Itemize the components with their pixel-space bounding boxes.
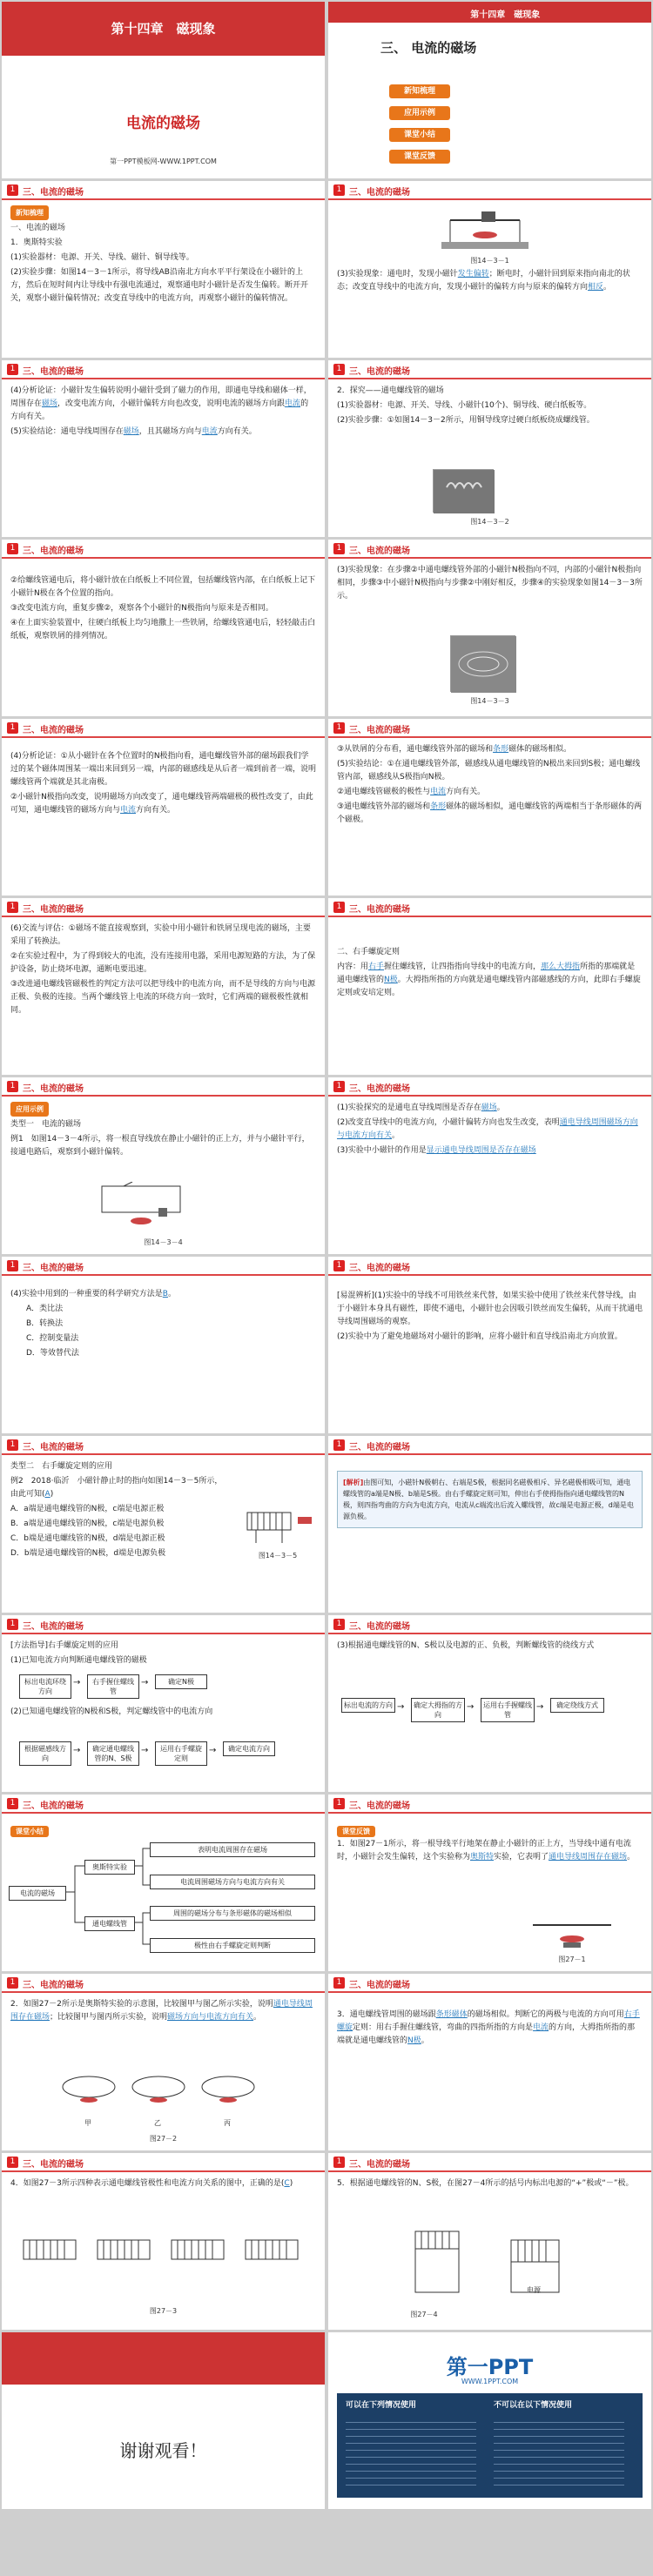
slide-7 [2, 540, 325, 716]
text: (5)实验结论：①在通电螺线管外部，磁感线从通电螺线管的N极出来回到S极；通电螺线管内部，磁感线从S极指向N极。 [337, 760, 641, 782]
text: ④在上面实验装置中，往硬白纸板上均匀地撒上一些铁屑，给螺线管通电后，轻轻敲击白纸板，观察铁屑的排列情况。 [10, 619, 316, 641]
answer: 右手 [368, 963, 385, 971]
arrow-icon: → [397, 1702, 405, 1712]
slide-22 [328, 1794, 651, 1971]
text: 的方向有关。 [10, 399, 309, 421]
option: A．类比法 [26, 1305, 64, 1313]
option: D．等效替代法 [26, 1349, 79, 1358]
text: 。 [421, 2036, 429, 2045]
wire-compass-icon [528, 1916, 616, 1951]
slide-16 [328, 1257, 651, 1433]
text: [方法指导]右手螺旋定则的应用 [10, 1641, 119, 1650]
chapter-tab [328, 2, 651, 23]
text: (6)交流与评估：①磁场不能直接观察到，实验中用小磁针和铁屑呈现电流的磁场，主要采用了转换法。 [10, 924, 311, 946]
mindmap-leaf: 表明电流周围存在磁场 [150, 1842, 315, 1857]
text: 。 [167, 1290, 176, 1298]
slide-4 [328, 181, 651, 358]
text: 。 [496, 1104, 505, 1112]
slide-11 [2, 898, 325, 1075]
cover-title: 电流的磁场 [126, 115, 200, 132]
slide-header: 1 三、电流的磁场 [328, 898, 651, 917]
section-badge: 新知梳理 [10, 205, 49, 220]
text: (3)根据通电螺线管的N、S极以及电源的正、负极，判断螺线管的绕线方式 [337, 1641, 595, 1650]
text: (4)分析论证：小磁针发生偏转说明小磁针受到了磁力的作用，即通电导线和磁体一样，周围存在 [10, 386, 312, 408]
text: 磁体的磁场相似，通电螺线管的两端相当于条形磁体的两个磁极。 [337, 802, 643, 824]
slide-19 [2, 1615, 325, 1792]
header-title: 三、电流的磁场 [349, 1981, 410, 1990]
figure-label: 乙 [154, 2119, 161, 2127]
slide-25 [2, 2153, 325, 2330]
flow-box: 运用右手握螺线管 [481, 1698, 535, 1722]
text: (2)改变直导线中的电流方向，小磁针偏转方向也发生改变，表明 [337, 1118, 560, 1127]
text: (1)实验器材：电源、开关、导线、小磁针(10个)、铜导线、硬白纸板等。 [337, 401, 592, 410]
solenoid-option-a-icon [24, 2240, 76, 2259]
header-title: 三、电流的磁场 [349, 2160, 410, 2170]
header-title: 三、电流的磁场 [349, 1801, 410, 1811]
text: (5)实验结论：通电导线周围存在 [10, 427, 124, 436]
slide-12 [328, 898, 651, 1075]
slide-26 [328, 2153, 651, 2330]
answer: 电流 [120, 806, 137, 815]
text: ) [50, 1490, 54, 1499]
figure-caption: 图14－3－5 [258, 1552, 298, 1560]
text: 定则：用右手握住螺线管，弯曲的四指所指的方向是 [353, 2023, 534, 2032]
answer: 磁场方向与电流方向有关 [167, 2013, 254, 2022]
answer: 那么大拇指 [541, 963, 581, 971]
flow-box: 右手握住螺线管 [87, 1674, 139, 1699]
slide-header: 1 三、电流的磁场 [2, 360, 325, 379]
slide-body [337, 946, 643, 1002]
slide-header: 1 三、电流的磁场 [328, 1077, 651, 1097]
slide-14 [328, 1077, 651, 1254]
slide-header: 1 三、电流的磁场 [328, 1615, 651, 1634]
header-title: 三、电流的磁场 [349, 1084, 410, 1094]
slide-body [337, 2009, 643, 2049]
arrow-icon: → [73, 1746, 81, 1755]
slide-brand [328, 2332, 651, 2509]
text: 所指的那端就是通电螺线管的 [337, 963, 636, 984]
figure-14-3-5 [239, 1504, 317, 1547]
figure-14-3-3 [450, 635, 515, 692]
figure-label: 甲 [84, 2119, 91, 2127]
figure-caption: 图27－3 [149, 2307, 178, 2315]
text: (2)实验步骤：①如图14－3－2所示，用铜导线穿过硬白纸板绕成螺线管。 [337, 416, 595, 425]
slide-header: 1 三、电流的磁场 [328, 540, 651, 559]
flow-box: 标出电流环绕方向 [19, 1674, 71, 1699]
usage-allowed: 可以在下列情况使用 [346, 2401, 417, 2410]
slide-header: 1 三、电流的磁场 [328, 719, 651, 738]
option: C．b端是通电螺线管的N极，d端是电源正极 [10, 1534, 165, 1543]
solenoid-option-b-icon [98, 2240, 150, 2259]
arrow-icon: → [141, 1746, 149, 1755]
arrow-icon: → [536, 1702, 544, 1712]
header-title: 三、电流的磁场 [349, 1622, 410, 1632]
flow-box: 确定通电螺线管的N、S极 [87, 1741, 139, 1766]
section-badge: 课堂反馈 [337, 1826, 375, 1837]
solenoid-option-c-icon [172, 2240, 224, 2259]
figure-14-3-4 [98, 1182, 185, 1230]
slide-9 [2, 719, 325, 896]
figure-caption: 图14－3－3 [470, 697, 509, 705]
slide-body [337, 2177, 643, 2192]
slide-body [337, 743, 643, 828]
usage-panel [337, 2393, 643, 2498]
slide-20 [328, 1615, 651, 1792]
slide-6 [328, 360, 651, 537]
figure-caption: 图27－2 [149, 2135, 178, 2143]
slide-header: 1 三、电流的磁场 [328, 1794, 651, 1814]
header-title: 三、电流的磁场 [349, 726, 410, 735]
menu-item-2[interactable]: 应用示例 [389, 106, 450, 120]
experiment-jia-icon [63, 2076, 115, 2103]
text: (1)实验探究的是通电直导线周围是否存在 [337, 1104, 481, 1112]
text: 1．奥斯特实验 [10, 238, 63, 247]
text: 的磁场相似。判断它的两极与电流的方向可用 [467, 2010, 624, 2019]
option: A．a端是通电螺线管的N极，c端是电源正极 [10, 1505, 165, 1513]
iron-filings-icon [451, 636, 516, 693]
header-title: 三、电流的磁场 [349, 547, 410, 556]
arrow-icon: → [73, 1678, 81, 1687]
figure-label: 丙 [224, 2119, 231, 2127]
usage-list [346, 2416, 476, 2490]
slide-header: 1 三、电流的磁场 [2, 181, 325, 200]
slide-body [337, 564, 643, 605]
slide-24 [328, 1974, 651, 2150]
circuit-wire-icon [98, 1182, 185, 1230]
answer: 磁场 [481, 1104, 497, 1112]
text: 一、电流的磁场 [10, 224, 66, 232]
slide-18 [328, 1436, 651, 1613]
flow-box: 确定N极 [155, 1674, 207, 1689]
usage-list [494, 2416, 624, 2490]
text: (2)实验步骤：如图14－3－1所示，将导线AB沿南北方向水平平行架设在小磁针的上方，然后在短时间内让导线中有强电流通过，观察通电时小磁针是否发生偏转。断开开关，观察小磁针偏转情况；改变直导线中的电流方向，再观察小磁针的偏转情况。 [10, 268, 309, 303]
flow-box: 根据磁感线方向 [19, 1741, 71, 1766]
answer: 条形 [430, 802, 447, 811]
answer: 条形 [493, 745, 509, 754]
option: B．a端是通电螺线管的N极，c端是电源负极 [10, 1519, 165, 1528]
slide-header: 1 三、电流的磁场 [328, 1974, 651, 1993]
slide-body [10, 574, 316, 645]
solenoid-option-d-icon [246, 2240, 298, 2259]
flow-box: 确定大拇指的方向 [411, 1698, 465, 1722]
experiment-yi-icon [132, 2076, 185, 2103]
cover-footer: 第一PPT模板网-WWW.1PPT.COM [110, 158, 217, 165]
arrow-icon: → [467, 1702, 475, 1712]
text: ，改变电流方向，小磁针偏转方向也改变，说明电流的磁场方向跟 [57, 399, 286, 408]
text: (4)分析论证：①从小磁针在各个位置时的N极指向看，通电螺线管外部的磁场跟我们学过的某个磁体周围某一端出来回到另一端，内部的磁感线是从后者一端到前者一端，说明螺线管两个端就是其北南极。 [10, 752, 317, 787]
text: (1)实验器材：电源、开关、导线、磁针、铜导线等。 [10, 253, 194, 262]
figure-14-3-2 [433, 469, 494, 513]
header-title: 三、电流的磁场 [349, 905, 410, 915]
experiment-bing-icon [202, 2076, 254, 2103]
slide-5 [2, 360, 325, 537]
text: 5．根据通电螺线管的N、S极，在图27－4所示的括号内标出电源的“+”极或“－”极。 [337, 2179, 634, 2188]
header-title: 三、电流的磁场 [23, 188, 84, 198]
coil-board-icon [434, 470, 495, 513]
section-badge: 应用示例 [10, 1102, 49, 1117]
text: ③改变电流方向，重复步骤②，观察各个小磁针的N极指向与原来是否相同。 [10, 604, 273, 613]
text: ③改进通电螺线管磁极性的判定方法可以把导线中的电流方向，而不是导线的方向与电源正极、负极的连接。当两个螺线管上电流的环绕方向一致时，它们两端的磁极极性就相同。 [10, 980, 316, 1015]
figure-14-3-1 [433, 207, 537, 255]
chapter-label: 第十四章 磁现象 [470, 10, 541, 20]
text: (1)已知电流方向判断通电螺线管的磁极 [10, 1656, 147, 1665]
answer: 通电导线周围存在磁场 [10, 2000, 313, 2022]
text: 。 [253, 2013, 262, 2022]
analysis-label: [解析] [343, 1479, 364, 1486]
text: 。大拇指所指的方向就是通电螺线管内部磁感线的方向，此即右手螺旋定则或安培定则。 [337, 976, 641, 997]
text: ③从铁屑的分布看，通电螺线管外部的磁场和 [337, 745, 494, 754]
menu-item-1[interactable]: 新知梳理 [389, 84, 450, 98]
text: 方向有关。 [136, 806, 176, 815]
text: 握住螺线管，让四指指向导线中的电流方向， [384, 963, 542, 971]
slide-header: 1 三、电流的磁场 [2, 719, 325, 738]
figure-27-3 [19, 2223, 306, 2292]
text: 2．如图27－2所示是奥斯特实验的示意图，比较图甲与图乙所示实验，说明 [10, 2000, 273, 2009]
answer: 电流 [533, 2023, 549, 2032]
slide-thanks [2, 2332, 325, 2509]
text: ③通电螺线管外部的磁场和 [337, 802, 431, 811]
text: 类型一 电流的磁场 [10, 1120, 82, 1129]
mindmap-node: 通电螺线管 [84, 1916, 135, 1931]
figure-caption: 图14－3－1 [470, 257, 509, 265]
text: 3．通电螺线管周围的磁场跟 [337, 2010, 436, 2019]
text: ；比较图甲与图丙所示实验，说明 [50, 2013, 168, 2022]
figure-caption: 图27－4 [410, 2311, 438, 2318]
arrow-icon: → [141, 1678, 149, 1687]
slide-body [10, 1998, 316, 2026]
text: 的方向，大拇指所指的那端就是通电螺线管的 [337, 2023, 636, 2045]
figure-27-4 [407, 2223, 581, 2305]
answer: 奥斯特 [470, 1853, 495, 1862]
slide-23 [2, 1974, 325, 2150]
mindmap-leaf: 周围的磁场分布与条形磁体的磁场相似 [150, 1906, 315, 1921]
text: ②在实验过程中，为了得到较大的电流，没有连接用电器，采用电源短路的方法，为了保护设备，防止烧坏电源，通断电要迅速。 [10, 952, 316, 974]
header-title: 三、电流的磁场 [23, 367, 84, 377]
header-title: 三、电流的磁场 [23, 1264, 84, 1273]
header-title: 三、电流的磁场 [23, 1622, 84, 1632]
option: B．转换法 [26, 1319, 64, 1328]
answer: 显示通电导线周围是否存在磁场 [426, 1146, 536, 1155]
slide-body [337, 1102, 643, 1159]
text: 实验，它表明了 [494, 1853, 549, 1862]
menu-item-4[interactable]: 课堂反馈 [389, 150, 450, 164]
answer: 电流 [285, 399, 301, 408]
answer: 磁场 [42, 399, 58, 408]
figure-caption: 图14－3－4 [144, 1238, 183, 1246]
answer: 相反 [588, 283, 604, 292]
text: ②小磁针N极指向改变，说明磁场方向改变了，通电螺线管两端磁极的极性改变了，由此可知，通电螺线管的磁场方向与 [10, 793, 313, 815]
text: 例2 2018·临沂 小磁针静止时的指向如图14－3－5所示，由此可知( [10, 1477, 223, 1499]
header-title: 三、电流的磁场 [349, 1264, 410, 1273]
header-title: 三、电流的磁场 [349, 367, 410, 377]
slide-header: 1 三、电流的磁场 [328, 1436, 651, 1455]
chapter-title: 第十四章 磁现象 [111, 21, 216, 37]
slide-body [10, 385, 316, 440]
header-title: 三、电流的磁场 [349, 1443, 410, 1452]
answer: 通电导线周围磁场方向与电流方向有关 [337, 1118, 638, 1140]
thanks-text: 谢谢观看！ [119, 2440, 207, 2461]
slide-body [10, 1460, 229, 1562]
answer: 通电导线周围存在磁场 [549, 1853, 628, 1862]
slide-3 [2, 181, 325, 358]
header-title: 三、电流的磁场 [23, 1981, 84, 1990]
slide-13 [2, 1077, 325, 1254]
text: [易混辨析](1)实验中的导线不可用铁丝来代替，如果实验中使用了铁丝来代替导线，由于小磁针本身具有磁性，即使不通电，小磁针也会因吸引铁丝而发生偏转，从而干扰通电导线周围磁场的观察。 [337, 1291, 643, 1326]
slide-body [10, 750, 316, 819]
text: ，且其磁场方向与 [138, 427, 202, 436]
oersted-apparatus-icon [433, 207, 537, 255]
text: 。 [603, 283, 612, 292]
header-title: 三、电流的磁场 [23, 2160, 84, 2170]
figure-caption: 图14－3－2 [470, 518, 509, 526]
answer: 条形磁体 [435, 2010, 468, 2019]
figure-27-2 [54, 2070, 263, 2122]
header-title: 三、电流的磁场 [23, 1801, 84, 1811]
text: 。 [627, 1853, 636, 1862]
text: 磁体的磁场相似。 [508, 745, 572, 754]
menu-item-3[interactable]: 课堂小结 [389, 128, 450, 142]
text: 类型二 右手螺旋定则的应用 [10, 1462, 113, 1471]
text: (3)实验现象：在步骤②中通电螺线管外部的小磁针N极指向不同，内部的小磁针N极指向相同，步骤③中小磁针N极指向与步骤②中刚好相反，步骤④的实验现象如图14－3－3所示。 [337, 566, 643, 600]
slide-header: 1 三、电流的磁场 [2, 1974, 325, 1993]
slide-8 [328, 540, 651, 716]
text: (3)实验中小磁针的作用是 [337, 1146, 427, 1155]
text: 4．如图27－3所示四种表示通电螺线管极性和电流方向关系的图中，正确的是( [10, 2179, 285, 2188]
slide-header: 1 三、电流的磁场 [328, 360, 651, 379]
flow-box: 运用右手螺旋定则 [155, 1741, 207, 1766]
header-title: 三、电流的磁场 [349, 188, 410, 198]
slide-header: 1 三、电流的磁场 [328, 2153, 651, 2172]
slide-body [10, 1640, 316, 1669]
header-title: 三、电流的磁场 [23, 726, 84, 735]
text: 例1 如图14－3－4所示，将一根直导线放在静止小磁针的正上方，并与小磁针平行，接通电路后，观察到小磁针偏转。 [10, 1135, 310, 1157]
solenoid-icon [239, 1504, 317, 1547]
slide-17 [2, 1436, 325, 1613]
slide-body [337, 1290, 643, 1345]
slide-body [10, 2177, 316, 2192]
header-title: 三、电流的磁场 [23, 905, 84, 915]
answer: A [44, 1490, 50, 1499]
answer: B [162, 1290, 168, 1298]
slide-header: 1 三、电流的磁场 [2, 1615, 325, 1634]
flow-box: 确定电流方向 [223, 1741, 275, 1756]
text: ②通电螺线管磁极的极性与 [337, 788, 431, 796]
slide-header: 1 三、电流的磁场 [328, 1257, 651, 1276]
power-source-label: 电源 [527, 2286, 541, 2294]
text: 2．探究——通电螺线管的磁场 [337, 386, 444, 395]
header-title: 三、电流的磁场 [23, 1443, 84, 1452]
flow-box: 标出电流的方向 [341, 1698, 395, 1713]
mindmap-leaf: 电流周围磁场方向与电流方向有关 [150, 1875, 315, 1889]
text: 二、右手螺旋定则 [337, 948, 401, 956]
text: (4)实验中用到的一种重要的科学研究方法是 [10, 1290, 163, 1298]
answer: C [284, 2179, 290, 2188]
answer: 发生偏转 [457, 270, 489, 278]
mindmap-leaf: 极性由右手螺旋定则判断 [150, 1938, 315, 1953]
mindmap-root: 电流的磁场 [9, 1886, 66, 1901]
text: (2)已知通电螺线管的N极和S极，判定螺线管中的电流方向 [10, 1707, 213, 1716]
text: 方向有关。 [446, 788, 486, 796]
mindmap-node: 奥斯特实验 [84, 1860, 135, 1875]
header-title: 三、电流的磁场 [23, 547, 84, 556]
slide-menu [328, 2, 651, 178]
thanks-banner [2, 2332, 325, 2385]
slide-header: 1 三、电流的磁场 [2, 2153, 325, 2172]
figure-caption: 图27－1 [558, 1955, 586, 1963]
answer: 磁场 [123, 427, 139, 436]
slide-header: 1 三、电流的磁场 [2, 1257, 325, 1276]
slide-body [10, 922, 316, 1019]
slide-header: 1 三、电流的磁场 [2, 1794, 325, 1814]
slide-header: 1 三、电流的磁场 [328, 181, 651, 200]
slide-21 [2, 1794, 325, 1971]
text: 内容：用 [337, 963, 369, 971]
text: (3)实验现象：通电时，发现小磁针 [337, 270, 458, 278]
flow-box: 确定绕线方式 [550, 1698, 604, 1713]
option: D．b端是通电螺线管的N极，d端是电源负极 [10, 1549, 166, 1558]
text: ②给螺线管通电后，将小磁针放在白纸板上不同位置，包括螺线管内部，在白纸板上记下小磁针N极在各个位置的指向。 [10, 576, 316, 598]
text: 由图可知，小磁针N极朝右、右端是S极，根据同名磁极相斥、异名磁极相吸可知，通电螺线管的a端是N极、b端是S极。由右手螺旋定则可知，伸出右手使拇指指向通电螺线管的N极，则四指弯曲的方向为电流方向，电流从c端流出后流入螺线管，故c端是电源正极，d端是电源负极。 [343, 1479, 634, 1520]
text: ；断电时，小磁针回到原来指向南北的状态；改变直导线中的电流方向，发现小磁针的偏转方向与原来的偏转方向 [337, 270, 630, 292]
answer: 右手螺旋 [337, 2010, 640, 2032]
slide-body [337, 268, 643, 296]
text: 1．如图27－1所示，将一根导线平行地架在静止小磁针的正上方，当导线中通有电流时，小磁针会发生偏转，这个实验称为 [337, 1840, 631, 1862]
slide-10 [328, 719, 651, 896]
slide-header: 1 三、电流的磁场 [2, 898, 325, 917]
slide-cover [2, 2, 325, 178]
section-badge: 课堂小结 [10, 1826, 49, 1837]
brand-url: WWW.1PPT.COM [461, 2378, 519, 2385]
text: 方向有关。 [217, 427, 257, 436]
answer: N极 [384, 976, 398, 984]
mindmap-connectors [66, 1847, 150, 1955]
slide-body [10, 205, 316, 307]
menu-title: 三、 电流的磁场 [380, 40, 477, 56]
slide-header: 1 三、电流的磁场 [2, 1077, 325, 1097]
slide-body [337, 385, 643, 429]
arrow-icon: → [209, 1746, 217, 1755]
slide-body [337, 1640, 643, 1654]
header-title: 三、电流的磁场 [23, 1084, 84, 1094]
text: (2)实验中为了避免地磁场对小磁针的影响，应将小磁针和直导线沿南北方向放置。 [337, 1332, 623, 1341]
slide-body [10, 1102, 316, 1161]
brand-logo: 第一PPT [446, 2355, 534, 2379]
slide-header: 1 三、电流的磁场 [2, 540, 325, 559]
slide-header: 1 三、电流的磁场 [2, 1436, 325, 1455]
answer: N极 [407, 2036, 421, 2045]
option: C．控制变量法 [26, 1334, 79, 1343]
answer: 电流 [430, 788, 447, 796]
answer: 电流 [201, 427, 218, 436]
cover-banner [2, 2, 325, 56]
usage-forbidden: 不可以在以下情况使用 [494, 2401, 573, 2410]
slide-body [337, 1838, 643, 1866]
slide-body [10, 1288, 316, 1362]
figure-27-1 [528, 1916, 616, 1951]
text: 。 [392, 1131, 401, 1140]
slide-15 [2, 1257, 325, 1433]
analysis-box [337, 1471, 643, 1528]
slide-body [10, 1706, 316, 1721]
text: ) [289, 2179, 293, 2188]
